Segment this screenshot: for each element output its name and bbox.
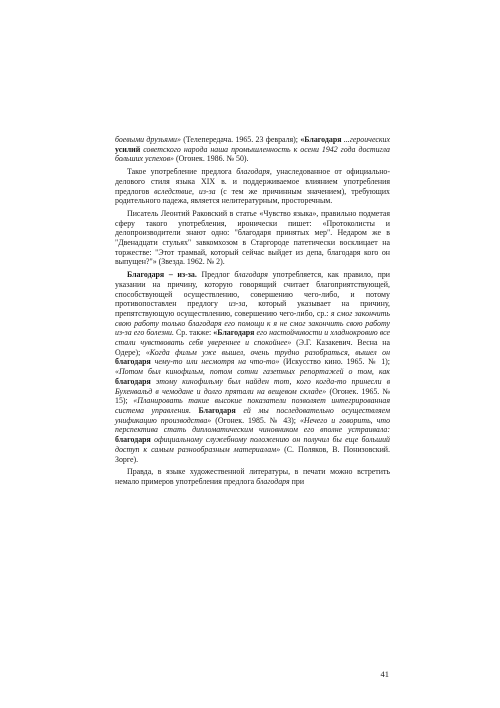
paragraph <box>115 135 390 164</box>
paragraph <box>115 467 390 486</box>
text-run: (Телепередача. 1965. 23 февраля); <box>180 135 301 144</box>
page-number: 41 <box>380 669 389 679</box>
text-run: благодаря <box>234 270 268 280</box>
text-run: ...героических <box>341 135 390 144</box>
paragraph <box>115 209 390 267</box>
text-run: унаследованное от официально-делового стиля языка XIX в. и поддерживаемое влиянием употребления предлогов <box>115 167 390 196</box>
text-run: (С. Поляков, В. Понизовский. Зорге). <box>115 444 390 464</box>
text-run: благодаря <box>115 376 151 386</box>
text-run: благодаря <box>115 357 151 367</box>
text-run: усилий <box>115 144 141 154</box>
text-run: Ср. также: <box>173 328 214 338</box>
text-run: (Огонек. 1985. № 43); <box>211 415 300 425</box>
text-run: ей мы последовательно осуществляем унификацию производства» <box>115 405 390 425</box>
text-run: советского народа наша промышленность к осени 1942 года достигла больших успехов» <box>115 144 390 164</box>
text-run: благодаря <box>256 476 290 486</box>
text-run: (Искусство кино. 1965. № 1); <box>279 357 390 367</box>
text-run: благодаря, <box>236 167 272 177</box>
text-run: (Э.Г. Казакевич. Весна на Одере); <box>115 338 390 357</box>
text-run: этому кинофильму был найден тот, кого когда-то принесли в Бухенвальд в чемодане и долго прятали на вещевом складе» <box>115 376 390 396</box>
text-run: (Огонек. 1965. № 15); <box>115 386 391 406</box>
text-run: «Благодаря <box>213 328 255 338</box>
text-run: Благодаря <box>198 405 236 415</box>
text-run: благодаря <box>115 435 151 445</box>
text-run: Предлог <box>196 270 235 280</box>
text-run: Такое употребление предлога <box>127 167 237 177</box>
text-run: из-за, <box>228 299 248 309</box>
text-run: официальному служебному положению он получил бы еще больший доступ к самым разнообразным материалам» <box>115 435 390 454</box>
text-run: «Планировать такие высокие показатели позволяет интегрированная система управления. <box>115 396 390 415</box>
text-run: «Когда фильм уже вышел, очень трудно разобраться, вышел он <box>145 347 390 357</box>
text-run: Писатель Леонтий Раковский в статье «Чувство языка», правильно подметая сферу такого употребления, иронически пишет: «Протоколисты и делопроизводители знают одно: "благодаря принятых мер". Недаром же в "Двенадцати стульях" завкомхозом в Старгороде патетически восклицает на торжестве: "Этот трамвай, который сейчас выйдет из депа, благодаря кого он выпущен?"» (Звезда. 1962. № 2). <box>115 208 390 267</box>
text-run: его настойчивости и хладнокровию все стали чувствовать себя увереннее и спокойнее» <box>115 328 390 348</box>
text-run: вследствие, из-за <box>154 186 216 196</box>
paragraph <box>115 167 390 206</box>
text-run: (с тем же причинным значением), требующих родительного падежа, является нелитературным, просторечным. <box>115 186 390 206</box>
text-run: «Нечего и говорить, что перспектива стать дипломатическим чиновником его вполне устраивала: <box>115 415 391 435</box>
body-text <box>115 135 390 487</box>
text-run: «Потом был кинофильм, потом сотни газетных репортажей о том, как <box>115 367 390 377</box>
text-run: (Огонек. 1986. № 50). <box>174 154 249 164</box>
text-run: при <box>289 476 305 486</box>
text-run: Благодаря – из-за. <box>127 270 197 280</box>
text-run: чему-то или несмотря на что-то» <box>150 357 280 367</box>
text-run: я смог закончить свою работу только благодаря его помощи к я не смог закончить свою работу из-за его болезни. <box>115 308 390 338</box>
text-run: «Благодаря <box>300 135 342 144</box>
paragraph <box>115 270 390 464</box>
text-run: употребляется, как правило, при указании на причину, которую говорящий считает благоприятствующей, способствующей осуществлению, совершению чего-либо, и потому противопоставлен предлогу <box>115 270 390 309</box>
text-run: Правда, в языке художественной литературы, в печати можно встретить немало примеров употребления предлога <box>115 467 390 486</box>
text-run: который указывает на причину, препятствующую осуществлению, совершению чего-либо, ср.: <box>115 299 390 318</box>
text-run: боевыми друзьями» <box>115 135 181 144</box>
